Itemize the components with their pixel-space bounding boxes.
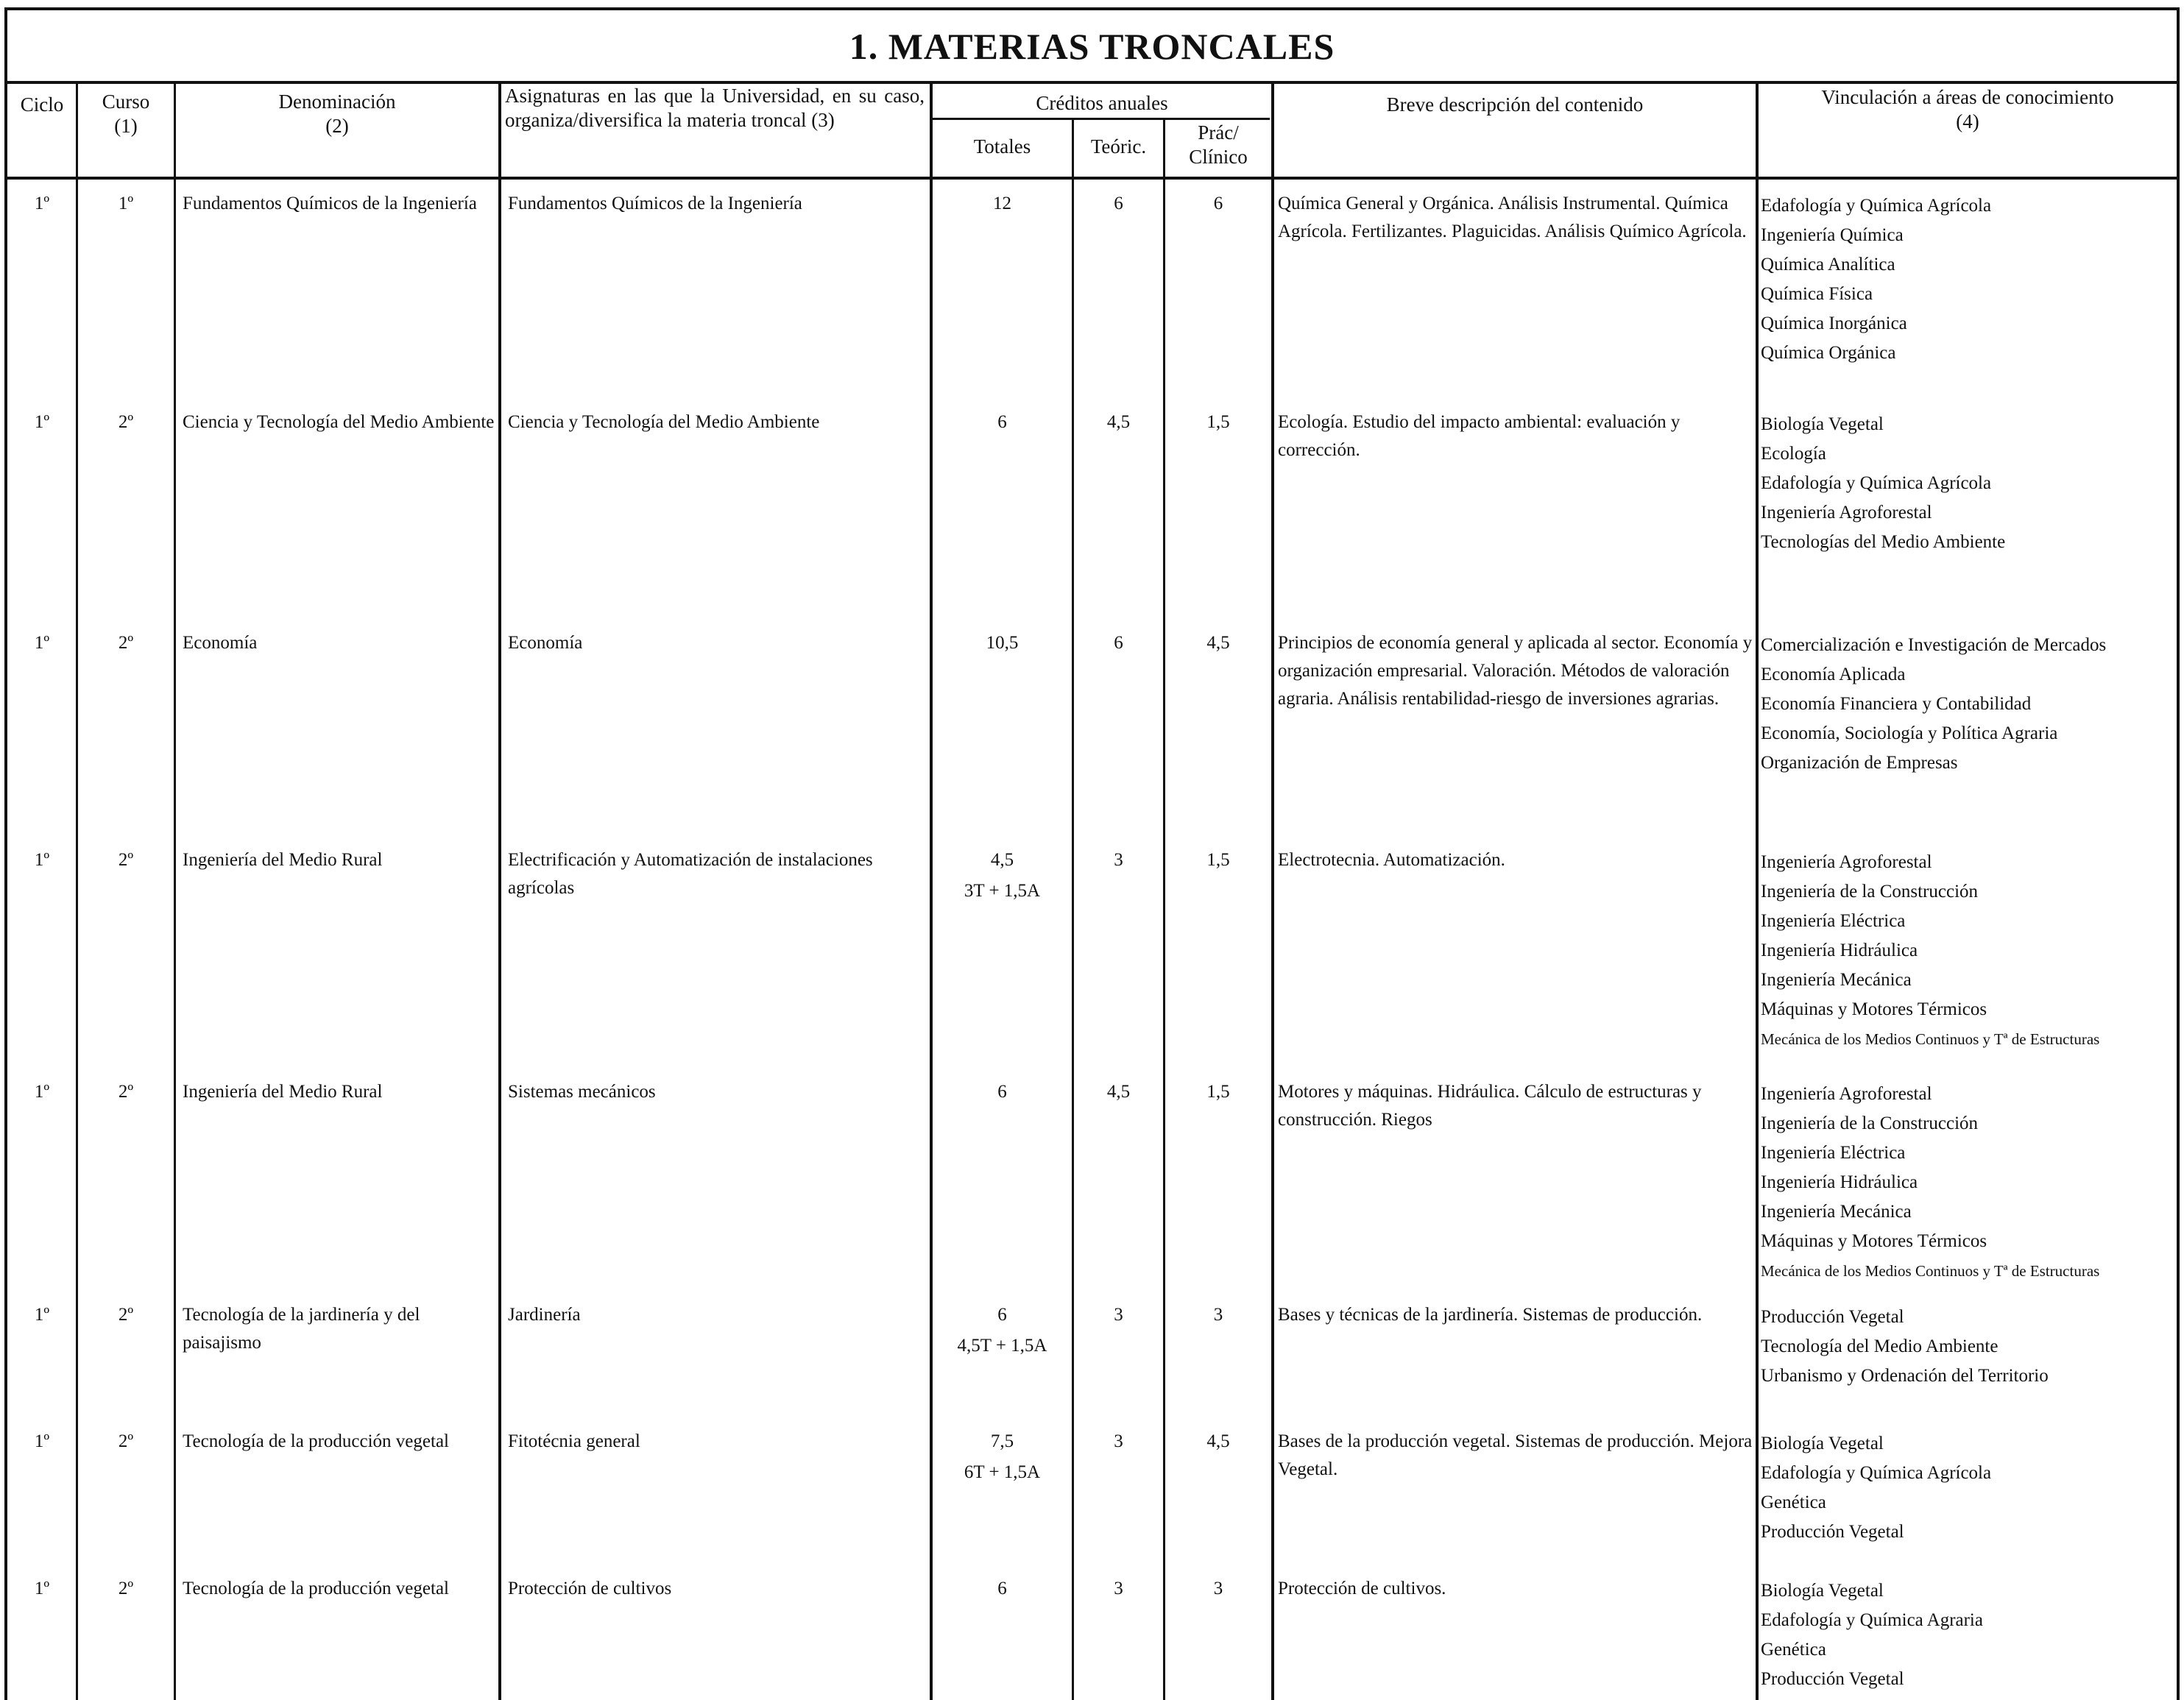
cell-curso: 2º: [118, 850, 134, 870]
cell-practicos: 6: [1213, 194, 1223, 213]
cell-ciclo: 1º: [34, 1305, 50, 1325]
credits-header-divider: [931, 118, 1270, 120]
header-curso-note: (1): [114, 115, 138, 137]
cell-areas: [1761, 1576, 2174, 1694]
cell-descripcion: Motores y máquinas. Hidráulica. Cálculo de estructuras y construcción. Riegos: [1278, 1082, 1702, 1130]
title-bottom-border: [4, 81, 2180, 84]
area-item: Edafología y Química Agrícola: [1761, 473, 1992, 493]
header-ciclo: Ciclo: [20, 93, 64, 116]
area-item: Tecnologías del Medio Ambiente: [1761, 532, 2006, 552]
area-item: Ingeniería Agroforestal: [1761, 1084, 1932, 1104]
cell-practicos: 4,5: [1206, 1431, 1230, 1451]
cell-denominacion: Economía: [183, 633, 258, 653]
column-divider: [1163, 119, 1165, 1700]
cell-areas: [1761, 1080, 2174, 1286]
cell-teoricos: 4,5: [1106, 1082, 1131, 1102]
cell-asignatura: Protección de cultivos: [508, 1579, 672, 1598]
totales-value: 6: [997, 1305, 1007, 1325]
header-curso-label: Curso: [102, 91, 150, 113]
cell-teoricos: 4,5: [1106, 412, 1131, 432]
cell-asignatura: Fitotécnia general: [508, 1431, 640, 1451]
totales-value: 4,5: [990, 850, 1014, 870]
area-item: Producción Vegetal: [1761, 1669, 1904, 1689]
area-item: Química Orgánica: [1761, 343, 1896, 363]
header-descripcion: Breve descripción del contenido: [1386, 93, 1644, 116]
table-right-border: [2177, 7, 2180, 1700]
area-item: Máquinas y Motores Térmicos: [1761, 999, 1987, 1019]
area-item: Genética: [1761, 1492, 1826, 1512]
area-item: Química Inorgánica: [1761, 314, 1907, 333]
cell-practicos: 3: [1213, 1305, 1223, 1325]
cell-denominacion: Ciencia y Tecnología del Medio Ambiente: [183, 412, 495, 432]
area-item: Tecnología del Medio Ambiente: [1761, 1336, 1999, 1356]
cell-totales: [933, 629, 1072, 660]
totales-value: 7,5: [990, 1431, 1014, 1451]
area-item: Comercialización e Investigación de Mercados: [1761, 635, 2107, 655]
cell-denominacion: Fundamentos Químicos de la Ingeniería: [183, 194, 477, 213]
area-item: Edafología y Química Agrícola: [1761, 1463, 1992, 1483]
cell-practicos: 1,5: [1206, 850, 1230, 870]
header-vinculacion-label: Vinculación a áreas de conocimiento: [1821, 86, 2114, 108]
area-item: Edafología y Química Agraria: [1761, 1610, 1983, 1630]
cell-asignatura: Economía: [508, 633, 583, 653]
header-creditos: Créditos anuales: [1036, 92, 1168, 114]
cell-totales: [933, 1575, 1072, 1606]
header-teoricos: Teóric.: [1090, 135, 1147, 157]
cell-descripcion: Electrotecnia. Automatización.: [1278, 850, 1505, 870]
header-denominacion-note: (2): [325, 115, 349, 137]
totales-value: 6: [997, 412, 1007, 432]
cell-areas: [1761, 1429, 2174, 1547]
cell-practicos: 4,5: [1206, 633, 1230, 653]
header-practicos: Prác/ Clínico: [1189, 121, 1248, 168]
cell-asignatura: Jardinería: [508, 1305, 581, 1325]
cell-totales: [933, 190, 1072, 221]
cell-ciclo: 1º: [34, 850, 50, 870]
cell-practicos: 1,5: [1206, 1082, 1230, 1102]
area-item: Ecología: [1761, 444, 1826, 464]
cell-denominacion: Tecnología de la jardinería y del paisajismo: [183, 1305, 420, 1353]
column-divider: [174, 82, 176, 1700]
area-item: Biología Vegetal: [1761, 1434, 1884, 1453]
cell-asignatura: Electrificación y Automatización de instalaciones agrícolas: [508, 850, 873, 898]
cell-teoricos: 3: [1114, 1579, 1123, 1598]
cell-asignatura: Fundamentos Químicos de la Ingeniería: [508, 194, 802, 213]
cell-denominacion: Ingeniería del Medio Rural: [183, 850, 383, 870]
area-item: Organización de Empresas: [1761, 753, 1958, 773]
cell-areas: [1761, 410, 2174, 557]
cell-totales: [933, 846, 1072, 905]
cell-denominacion: Tecnología de la producción vegetal: [183, 1431, 449, 1451]
cell-areas: [1761, 1303, 2174, 1391]
cell-asignatura: Ciencia y Tecnología del Medio Ambiente: [508, 412, 820, 432]
cell-totales: [933, 408, 1072, 439]
area-item: Ingeniería Agroforestal: [1761, 503, 1932, 523]
cell-curso: 2º: [118, 1431, 134, 1451]
header-vinculacion-note: (4): [1956, 110, 1979, 132]
area-item: Biología Vegetal: [1761, 1581, 1884, 1601]
cell-practicos: 1,5: [1206, 412, 1230, 432]
page-title: 1. MATERIAS TRONCALES: [849, 26, 1335, 67]
area-item: Ingeniería Mecánica: [1761, 1202, 1912, 1222]
column-divider: [1271, 82, 1274, 1700]
cell-curso: 2º: [118, 412, 134, 432]
header-totales: Totales: [973, 135, 1031, 157]
cell-descripcion: Principios de economía general y aplicada al sector. Economía y organización empresarial. Valoración. Métodos de valoración agraria. Análisis rentabilidad-riesgo de inversiones agrarias.: [1278, 633, 1753, 709]
cell-teoricos: 3: [1114, 1431, 1123, 1451]
cell-teoricos: 3: [1114, 850, 1123, 870]
cell-curso: 1º: [118, 194, 134, 213]
column-divider: [1756, 82, 1759, 1700]
cell-ciclo: 1º: [34, 194, 50, 213]
area-item: Máquinas y Motores Térmicos: [1761, 1231, 1987, 1251]
cell-ciclo: 1º: [34, 412, 50, 432]
cell-descripcion: Bases y técnicas de la jardinería. Sistemas de producción.: [1278, 1305, 1703, 1325]
table-top-border: [4, 7, 2180, 10]
area-item: Edafología y Química Agrícola: [1761, 196, 1992, 216]
area-item: Economía, Sociología y Política Agraria: [1761, 723, 2058, 743]
cell-ciclo: 1º: [34, 1082, 50, 1102]
area-item: Ingeniería de la Construcción: [1761, 1113, 1979, 1133]
cell-ciclo: 1º: [34, 1579, 50, 1598]
area-item: Ingeniería de la Construcción: [1761, 882, 1979, 902]
cell-teoricos: 6: [1114, 194, 1123, 213]
totales-breakdown: 3T + 1,5A: [964, 881, 1041, 901]
area-item: Economía Financiera y Contabilidad: [1761, 694, 2032, 714]
cell-asignatura: Sistemas mecánicos: [508, 1082, 656, 1102]
column-divider: [1072, 119, 1074, 1700]
area-item: Producción Vegetal: [1761, 1522, 1904, 1542]
cell-totales: [933, 1428, 1072, 1487]
header-denominacion-label: Denominación: [278, 91, 396, 113]
area-item: Genética: [1761, 1640, 1826, 1660]
cell-curso: 2º: [118, 1305, 134, 1325]
totales-breakdown: 4,5T + 1,5A: [957, 1336, 1047, 1356]
totales-value: 10,5: [986, 633, 1019, 653]
totales-value: 12: [993, 194, 1011, 213]
area-item: Ingeniería Química: [1761, 225, 1904, 245]
area-item: Química Física: [1761, 284, 1873, 304]
cell-descripcion: Química General y Orgánica. Análisis Instrumental. Química Agrícola. Fertilizantes. Plaguicidas. Análisis Químico Agrícola.: [1278, 194, 1747, 241]
cell-totales: [933, 1301, 1072, 1360]
header-vinculacion: [1759, 85, 2177, 134]
totales-value: 6: [997, 1579, 1007, 1598]
cell-areas: [1761, 191, 2174, 368]
cell-descripcion: Ecología. Estudio del impacto ambiental: evaluación y corrección.: [1278, 412, 1681, 460]
cell-totales: [933, 1078, 1072, 1109]
cell-descripcion: Bases de la producción vegetal. Sistemas de producción. Mejora Vegetal.: [1278, 1431, 1753, 1479]
area-item: Mecánica de los Medios Continuos y Tª de Estructuras: [1761, 1262, 2100, 1280]
header-denominacion: [176, 90, 498, 138]
area-item: Mecánica de los Medios Continuos y Tª de Estructuras: [1761, 1030, 2100, 1048]
totales-breakdown: 6T + 1,5A: [964, 1462, 1041, 1482]
cell-denominacion: Ingeniería del Medio Rural: [183, 1082, 383, 1102]
column-divider: [498, 82, 501, 1700]
totales-value: 6: [997, 1082, 1007, 1102]
cell-areas: [1761, 631, 2174, 778]
header-curso: [78, 90, 174, 138]
area-item: Ingeniería Eléctrica: [1761, 911, 1906, 931]
header-asignaturas: Asignaturas en las que la Universidad, en su caso, organiza/diversifica la materia troncal (3): [505, 85, 925, 131]
cell-denominacion: Tecnología de la producción vegetal: [183, 1579, 449, 1598]
area-item: Ingeniería Mecánica: [1761, 970, 1912, 990]
header-bottom-border: [4, 177, 2180, 180]
cell-curso: 2º: [118, 1082, 134, 1102]
area-item: Ingeniería Hidráulica: [1761, 1172, 1918, 1192]
cell-ciclo: 1º: [34, 1431, 50, 1451]
area-item: Ingeniería Agroforestal: [1761, 852, 1932, 872]
area-item: Ingeniería Eléctrica: [1761, 1143, 1906, 1163]
cell-descripcion: Protección de cultivos.: [1278, 1579, 1446, 1598]
area-item: Economía Aplicada: [1761, 665, 1906, 684]
area-item: Biología Vegetal: [1761, 414, 1884, 434]
area-item: Ingeniería Hidráulica: [1761, 941, 1918, 960]
cell-curso: 2º: [118, 1579, 134, 1598]
cell-teoricos: 3: [1114, 1305, 1123, 1325]
cell-areas: [1761, 848, 2174, 1054]
cell-curso: 2º: [118, 633, 134, 653]
cell-ciclo: 1º: [34, 633, 50, 653]
area-item: Producción Vegetal: [1761, 1307, 1904, 1327]
area-item: Urbanismo y Ordenación del Territorio: [1761, 1366, 2049, 1386]
column-divider: [76, 82, 78, 1700]
area-item: Química Analítica: [1761, 255, 1895, 275]
cell-teoricos: 6: [1114, 633, 1123, 653]
cell-practicos: 3: [1213, 1579, 1223, 1598]
